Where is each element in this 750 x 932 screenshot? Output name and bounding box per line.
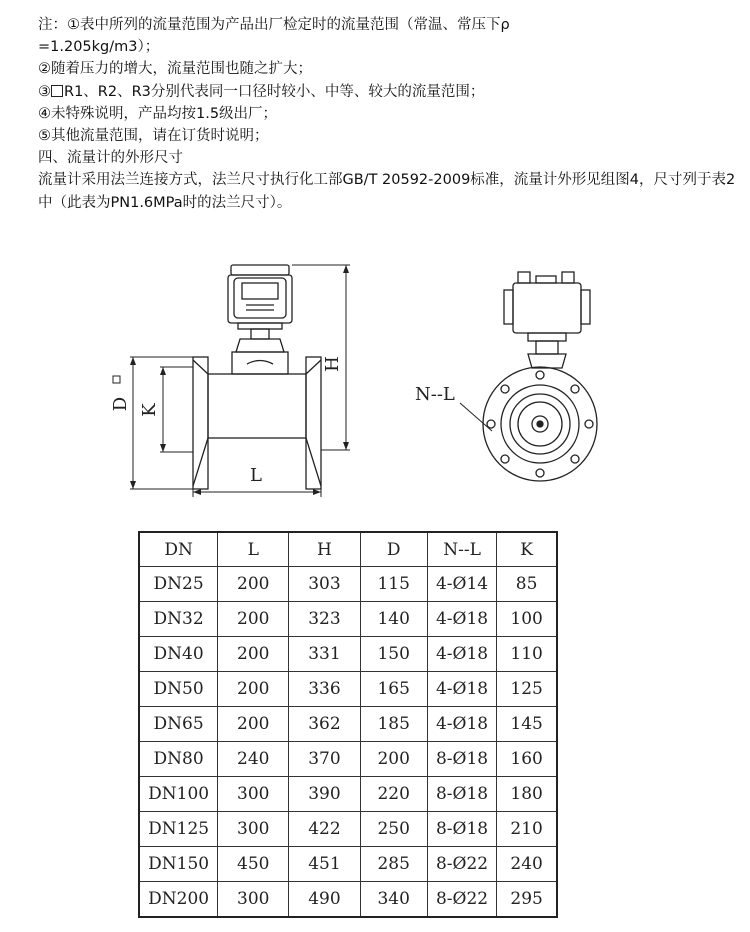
- section-heading: 四、流量计的外形尺寸: [38, 150, 183, 167]
- table-row: [139, 602, 557, 637]
- cell-k: 295: [497, 882, 557, 918]
- cell-l: 300: [218, 812, 289, 847]
- cell-k: 100: [497, 602, 557, 637]
- cell-l: 300: [218, 777, 289, 812]
- transmitter-cap: [231, 265, 289, 275]
- cell-n-l: 8-Ø18: [427, 777, 496, 812]
- cell-n-l: 4-Ø18: [427, 672, 496, 707]
- note-1-line-2: =1.205kg/m3）；: [38, 39, 160, 56]
- header-l: L: [218, 532, 289, 567]
- cell-h: 331: [289, 637, 360, 672]
- table-row: [139, 707, 557, 742]
- cell-d: 285: [360, 847, 427, 882]
- cell-d: 150: [360, 637, 427, 672]
- cell-dn: DN25: [139, 567, 218, 602]
- cell-h: 422: [289, 812, 360, 847]
- cell-l: 200: [218, 637, 289, 672]
- note-3: [38, 81, 738, 103]
- body-paragraph: 流量计采用法兰连接方式，法兰尺寸执行化工部GB/T 20592-2009标准，流量计外形见组图4，尺寸列于表2中（此表为PN1.6MPa时的法兰尺寸）。: [38, 172, 736, 211]
- header-d: D: [360, 532, 427, 567]
- cell-h: 390: [289, 777, 360, 812]
- label-l: L: [250, 465, 262, 486]
- table-header-row: [139, 532, 557, 567]
- table-row: [139, 567, 557, 602]
- table-row: [139, 882, 557, 918]
- cell-dn: DN80: [139, 742, 218, 777]
- header-dn: DN: [139, 532, 218, 567]
- cell-n-l: 8-Ø22: [427, 847, 496, 882]
- cell-l: 450: [218, 847, 289, 882]
- table-row: [139, 672, 557, 707]
- side-view: [113, 265, 350, 497]
- label-d: D: [110, 396, 131, 412]
- cell-dn: DN200: [139, 882, 218, 918]
- cell-k: 210: [497, 812, 557, 847]
- note-1-line-1: 注：①表中所列的流量范围为产品出厂检定时的流量范围（常温、常压下ρ: [38, 17, 510, 33]
- cell-n-l: 8-Ø22: [427, 882, 496, 918]
- header-n-l: N--L: [427, 532, 496, 567]
- note-5: ⑤其他流量范围，请在订货时说明；: [38, 128, 269, 145]
- neck: [251, 329, 269, 339]
- cell-dn: DN150: [139, 847, 218, 882]
- header-k: K: [497, 532, 557, 567]
- cell-l: 200: [218, 672, 289, 707]
- transmitter-front: [513, 283, 581, 333]
- cell-n-l: 4-Ø18: [427, 707, 496, 742]
- cell-h: 336: [289, 672, 360, 707]
- dimensions-table: [138, 531, 558, 918]
- cell-dn: DN125: [139, 812, 218, 847]
- neck-base: [236, 339, 284, 352]
- label-k: K: [139, 403, 160, 417]
- display-screen: [242, 283, 278, 299]
- cell-dn: DN32: [139, 602, 218, 637]
- cell-n-l: 4-Ø14: [427, 567, 496, 602]
- cell-d: 200: [360, 742, 427, 777]
- cell-k: 240: [497, 847, 557, 882]
- cell-dn: DN50: [139, 672, 218, 707]
- table-row: [139, 777, 557, 812]
- cell-d: 140: [360, 602, 427, 637]
- square-mark-icon: [113, 376, 120, 383]
- cell-h: 490: [289, 882, 360, 918]
- cell-h: 451: [289, 847, 360, 882]
- cell-l: 200: [218, 567, 289, 602]
- cell-dn: DN100: [139, 777, 218, 812]
- table-row: [139, 742, 557, 777]
- cell-n-l: 8-Ø18: [427, 812, 496, 847]
- right-flange: [306, 357, 321, 489]
- label-h: H: [322, 356, 343, 372]
- table-row: [139, 847, 557, 882]
- flowmeter-outline-drawing: [0, 250, 750, 505]
- header-h: H: [289, 532, 360, 567]
- note-3-prefix: ③: [38, 83, 51, 100]
- cell-d: 185: [360, 707, 427, 742]
- cell-n-l: 4-Ø18: [427, 637, 496, 672]
- cell-k: 110: [497, 637, 557, 672]
- cell-k: 180: [497, 777, 557, 812]
- pipe-body: [208, 374, 306, 438]
- cell-l: 200: [218, 602, 289, 637]
- note-3-text: R1、R2、R3分别代表同一口径时较小、中等、较大的流量范围；: [64, 83, 485, 100]
- left-flange: [193, 357, 208, 489]
- cell-l: 240: [218, 742, 289, 777]
- notes-block: [38, 14, 738, 214]
- cell-k: 125: [497, 672, 557, 707]
- cell-l: 200: [218, 707, 289, 742]
- cell-d: 340: [360, 882, 427, 918]
- table-row: [139, 812, 557, 847]
- note-2: ②随着压力的增大，流量范围也随之扩大；: [38, 61, 312, 78]
- cell-d: 165: [360, 672, 427, 707]
- mounting-block: [232, 352, 288, 374]
- cell-d: 250: [360, 812, 427, 847]
- cell-h: 323: [289, 602, 360, 637]
- cell-k: 145: [497, 707, 557, 742]
- cell-d: 220: [360, 777, 427, 812]
- cell-n-l: 8-Ø18: [427, 742, 496, 777]
- table-row: [139, 637, 557, 672]
- cell-h: 303: [289, 567, 360, 602]
- cell-k: 85: [497, 567, 557, 602]
- cell-l: 300: [218, 882, 289, 918]
- front-view: [460, 272, 597, 481]
- cell-dn: DN65: [139, 707, 218, 742]
- cell-h: 370: [289, 742, 360, 777]
- cell-n-l: 4-Ø18: [427, 602, 496, 637]
- label-n-l: N--L: [415, 384, 455, 405]
- cell-h: 362: [289, 707, 360, 742]
- square-icon: [51, 85, 63, 97]
- note-4: ④未特殊说明，产品均按1.5级出厂；: [38, 105, 278, 122]
- cell-dn: DN40: [139, 637, 218, 672]
- cell-k: 160: [497, 742, 557, 777]
- cell-d: 115: [360, 567, 427, 602]
